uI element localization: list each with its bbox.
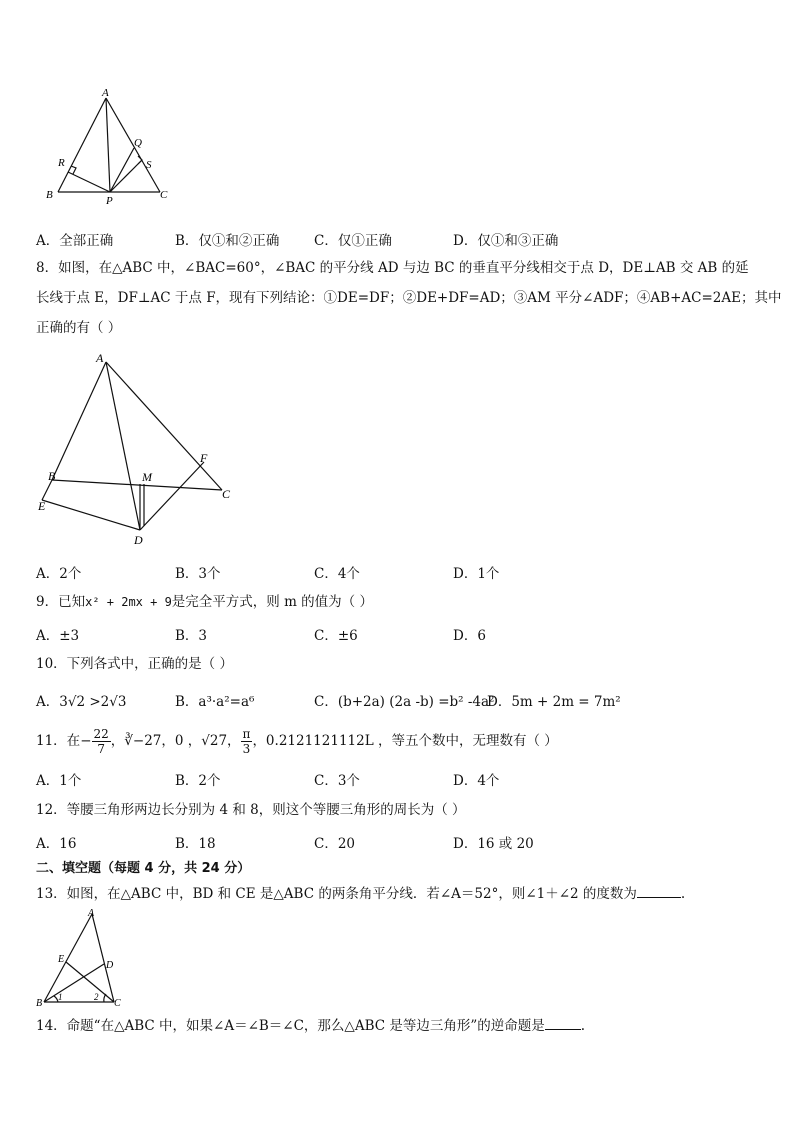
q12-question: 12．等腰三角形两边长分别为 4 和 8，则这个等腰三角形的周长为（ ） bbox=[36, 802, 466, 818]
q7-option-a[interactable]: A．全部正确 bbox=[36, 233, 114, 249]
q12-option-b[interactable]: B．18 bbox=[175, 836, 216, 852]
label-P: P bbox=[106, 195, 113, 206]
label-B: B bbox=[46, 189, 53, 201]
q11-item-3: √27 bbox=[201, 733, 228, 749]
q11-tail: ，0.2121121112L ，等五个数中，无理数有（ ） bbox=[252, 733, 558, 749]
label-D: D bbox=[134, 533, 143, 547]
q14-question bbox=[36, 1016, 585, 1036]
q11-option-a[interactable]: A．1个 bbox=[36, 773, 82, 789]
label-C: C bbox=[114, 998, 121, 1009]
q14-text: 14．命题“在△ABC 中，如果∠A＝∠B＝∠C，那么△ABC 是等边三角形”的逆命题是 bbox=[36, 1018, 545, 1034]
q11-prefix: 11．在 bbox=[36, 733, 81, 749]
q13-answer-blank[interactable] bbox=[637, 885, 681, 898]
q13-question bbox=[36, 884, 685, 904]
label-angle-2: 2 bbox=[94, 992, 99, 1002]
q9-option-c[interactable]: C．±6 bbox=[314, 628, 358, 644]
q8-line1: 8．如图，在△ABC 中，∠BAC=60°，∠BAC 的平分线 AD 与边 BC 的垂直平分线相交于点 D，DE⊥AB 交 AB 的延 bbox=[36, 260, 749, 276]
q12-option-a[interactable]: A．16 bbox=[36, 836, 77, 852]
q11-fraction-1 bbox=[92, 727, 111, 756]
label-S: S bbox=[146, 159, 152, 171]
label-Q: Q bbox=[134, 137, 142, 149]
q13-end: . bbox=[680, 886, 686, 902]
q9-question bbox=[36, 592, 373, 612]
label-D: D bbox=[106, 960, 114, 971]
q10-option-c[interactable]: C．(b+2a) (2a -b) =b² -4a² bbox=[314, 694, 495, 710]
q7-option-c[interactable]: C．仅①正确 bbox=[314, 233, 392, 249]
q11-frac1-num: 22 bbox=[93, 727, 109, 741]
label-F: F bbox=[200, 451, 208, 465]
q8-option-d[interactable]: D．1个 bbox=[453, 566, 500, 582]
label-A: A bbox=[88, 908, 95, 919]
q11-question bbox=[36, 724, 558, 758]
q9-option-a[interactable]: A．±3 bbox=[36, 628, 80, 644]
q8-option-a[interactable]: A．2个 bbox=[36, 566, 82, 582]
label-M: M bbox=[142, 470, 152, 484]
q8-option-c[interactable]: C．4个 bbox=[314, 566, 360, 582]
label-C: C bbox=[160, 189, 168, 201]
q10-option-a[interactable]: A．3√2 >2√3 bbox=[36, 694, 127, 710]
q11-fraction-2 bbox=[241, 727, 253, 756]
q12-option-c[interactable]: C．20 bbox=[314, 836, 356, 852]
q8-line2: 长线于点 E，DF⊥AC 于点 F，现有下列结论：①DE=DF；②DE+DF=AD；③AM 平分∠ADF；④AB+AC=2AE；其中 bbox=[36, 290, 782, 306]
q11-item-2: ，0 ， bbox=[161, 733, 202, 749]
q7-option-b[interactable]: B．仅①和②正确 bbox=[175, 233, 280, 249]
q8-line3: 正确的有（ ） bbox=[36, 320, 122, 336]
q13-text: 13．如图，在△ABC 中，BD 和 CE 是△ABC 的两条角平分线．若∠A＝52°，则∠1＋∠2 的度数为 bbox=[36, 886, 637, 902]
section-title-fill-in: 二、填空题（每题 4 分，共 24 分） bbox=[36, 861, 251, 876]
q11-frac2-den: 3 bbox=[242, 742, 251, 756]
q11-frac1-den: 7 bbox=[97, 742, 105, 756]
figure-q8 bbox=[34, 350, 234, 550]
q11-neg-sign: − bbox=[80, 733, 92, 749]
q8-option-b[interactable]: B．3个 bbox=[175, 566, 221, 582]
q11-option-c[interactable]: C．3个 bbox=[314, 773, 360, 789]
q9-option-b[interactable]: B．3 bbox=[175, 628, 208, 644]
label-B: B bbox=[48, 469, 56, 483]
label-A: A bbox=[96, 351, 104, 365]
label-R: R bbox=[58, 157, 65, 169]
q11-item-1: ，∛−27 bbox=[110, 733, 162, 749]
q12-option-d[interactable]: D．16 或 20 bbox=[453, 836, 534, 852]
q14-end: . bbox=[580, 1018, 586, 1034]
q9-text-post: 是完全平方式，则 m 的值为（ ） bbox=[171, 594, 373, 610]
label-E: E bbox=[58, 954, 65, 965]
q7-option-d[interactable]: D．仅①和③正确 bbox=[453, 233, 559, 249]
figure-q7 bbox=[36, 86, 186, 206]
q11-option-d[interactable]: D．4个 bbox=[453, 773, 500, 789]
q10-question: 10．下列各式中，正确的是（ ） bbox=[36, 656, 233, 672]
label-E: E bbox=[38, 499, 46, 513]
label-A: A bbox=[102, 87, 109, 99]
q11-option-b[interactable]: B．2个 bbox=[175, 773, 221, 789]
label-B: B bbox=[36, 998, 43, 1009]
q10-option-b[interactable]: B．a³·a²=a⁶ bbox=[175, 694, 255, 710]
label-C: C bbox=[222, 487, 231, 501]
q11-item-4: ， bbox=[227, 733, 241, 749]
q14-answer-blank[interactable] bbox=[545, 1017, 581, 1030]
q9-expression: x² + 2mx + 9 bbox=[85, 595, 172, 609]
label-angle-1: 1 bbox=[58, 992, 63, 1002]
q9-text-pre: 9．已知 bbox=[36, 594, 86, 610]
q9-option-d[interactable]: D．6 bbox=[453, 628, 486, 644]
figure-q13 bbox=[34, 906, 130, 1010]
q10-option-d[interactable]: D．5m + 2m = 7m² bbox=[487, 694, 621, 710]
q11-frac2-num: π bbox=[242, 727, 251, 741]
